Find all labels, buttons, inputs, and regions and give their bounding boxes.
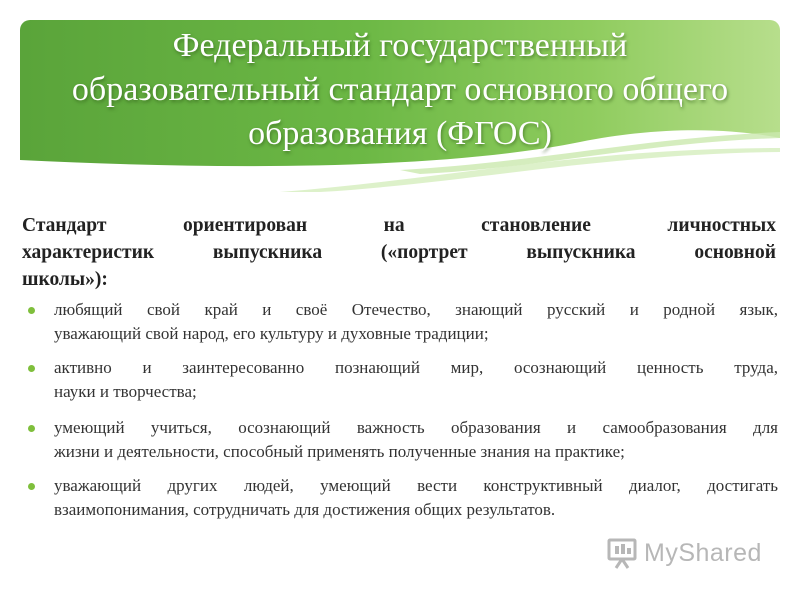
slide-title-line: образовательный стандарт основного общего bbox=[71, 71, 729, 108]
myshared-watermark bbox=[606, 536, 766, 572]
list-item-line: взаимопонимания, сотрудничать для достижения общих результатов. bbox=[54, 500, 556, 519]
list-item-line: науки и творчества; bbox=[54, 382, 197, 401]
list-item-line: уважающий других людей, умеющий вести конструктивный диалог, достигать bbox=[54, 476, 778, 495]
list-item bbox=[22, 356, 778, 404]
slide-title-line: Федеральный государственный bbox=[172, 27, 628, 64]
traits-list bbox=[22, 298, 778, 522]
lead-paragraph bbox=[22, 212, 776, 293]
list-item-line: уважающий свой народ, его культуру и духовные традиции; bbox=[54, 324, 489, 343]
watermark-text: MyShared bbox=[644, 539, 762, 567]
bullet-dot-icon bbox=[28, 425, 35, 432]
slide-title-line: образования (ФГОС) bbox=[248, 115, 552, 152]
slide-title bbox=[20, 24, 780, 156]
list-item-line: активно и заинтересованно познающий мир, осознающий ценность труда, bbox=[54, 358, 778, 377]
list-item-line: любящий свой край и своё Отечество, знающий русский и родной язык, bbox=[54, 300, 778, 319]
bullet-dot-icon bbox=[28, 307, 35, 314]
lead-line: характеристик выпускника («портрет выпускника основной bbox=[22, 242, 776, 263]
list-item bbox=[22, 474, 778, 522]
bullet-dot-icon bbox=[28, 483, 35, 490]
lead-line: Стандарт ориентирован на становление личностных bbox=[22, 215, 776, 236]
bullet-dot-icon bbox=[28, 365, 35, 372]
list-item bbox=[22, 298, 778, 346]
list-item-line: умеющий учиться, осознающий важность образования и самообразования для bbox=[54, 418, 778, 437]
list-item-line: жизни и деятельности, способный применять полученные знания на практике; bbox=[54, 442, 625, 461]
list-item bbox=[22, 416, 778, 464]
lead-line: школы»): bbox=[22, 269, 108, 290]
presentation-board-icon bbox=[606, 536, 640, 570]
